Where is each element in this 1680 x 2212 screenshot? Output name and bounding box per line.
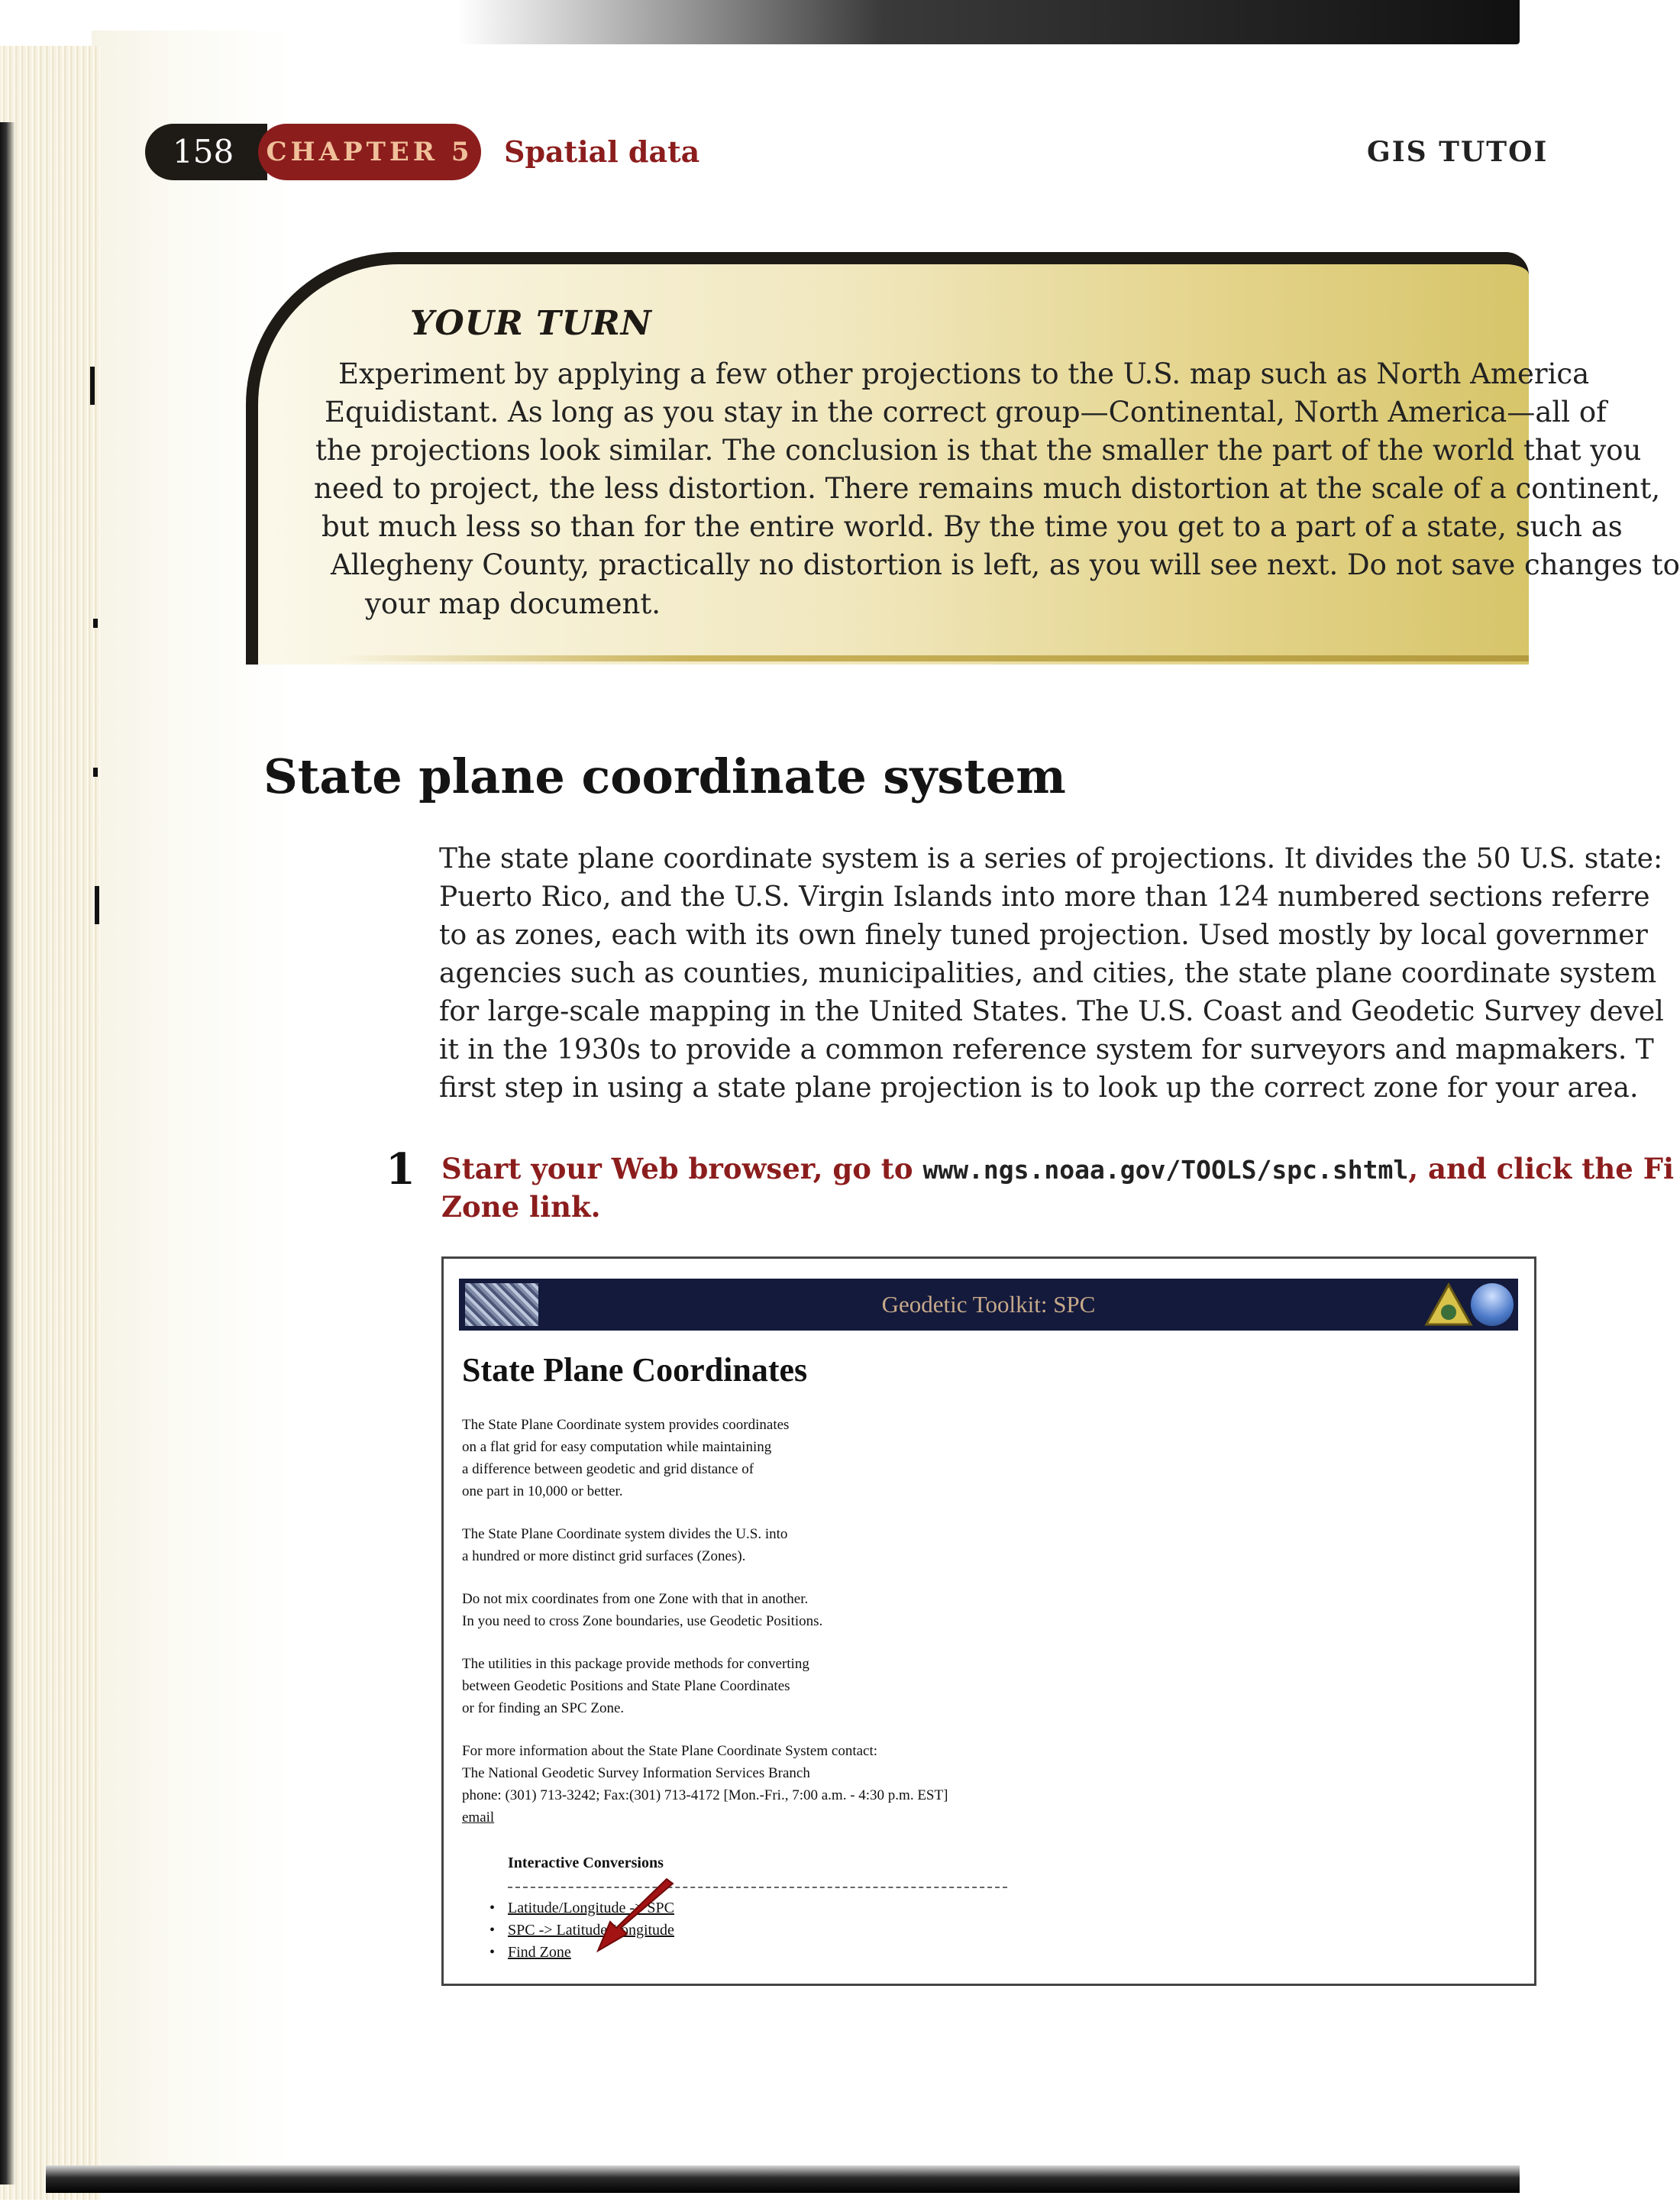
spc-paragraph-line: The State Plane Coordinate system divides the U.S. into <box>462 1526 788 1542</box>
bullet: • <box>489 1944 496 1961</box>
body-text-line: it in the 1930s to provide a common reference system for surveyors and mapmakers. T <box>439 1034 1654 1066</box>
spc-paragraph-line: between Geodetic Positions and State Plane Coordinates <box>462 1678 790 1694</box>
edge-mark <box>93 768 98 777</box>
spc-paragraph-line: on a flat grid for easy computation while maintaining <box>462 1439 772 1455</box>
your-turn-title: YOUR TURN <box>410 304 652 343</box>
conversion-item <box>489 1941 571 1964</box>
your-turn-text-line: the projections look similar. The conclusion is that the smaller the part of the world that you <box>315 434 1642 467</box>
edge-mark <box>93 619 98 628</box>
scan-top-shadow <box>458 0 1520 44</box>
spc-to-latlon-link[interactable]: SPC -> Latitude/Longitude <box>508 1922 674 1939</box>
find-zone-link[interactable]: Find Zone <box>508 1944 571 1961</box>
section-heading: State plane coordinate system <box>263 749 1066 804</box>
latlon-to-spc-link[interactable]: Latitude/Longitude -> SPC <box>508 1900 674 1916</box>
book-spine-shadow <box>0 122 15 2185</box>
conversions-divider <box>508 1887 1007 1888</box>
spc-paragraph-line: The State Plane Coordinate system provides coordinates <box>462 1417 790 1433</box>
spc-paragraph-line: phone: (301) 713-3242; Fax:(301) 713-4172 [Mon.-Fri., 7:00 a.m. - 4:30 p.m. EST] <box>462 1787 948 1803</box>
body-text-line: to as zones, each with its own finely tuned projection. Used mostly by local governmer <box>439 920 1648 951</box>
spc-paragraph-line: a hundred or more distinct grid surfaces (Zones). <box>462 1548 746 1564</box>
noaa-logo-icon <box>1471 1283 1514 1326</box>
your-turn-text-line: your map document. <box>365 587 661 620</box>
spc-paragraph-line: In you need to cross Zone boundaries, use Geodetic Positions. <box>462 1613 823 1629</box>
ngs-triangle-icon <box>1425 1283 1472 1326</box>
bullet: • <box>489 1900 496 1916</box>
step-instruction-line: Zone link. <box>441 1190 601 1224</box>
edge-mark <box>95 886 99 924</box>
edge-mark <box>90 367 95 405</box>
body-text-line: for large-scale mapping in the United States. The U.S. Coast and Geodetic Survey devel <box>439 996 1664 1027</box>
spc-paragraph-line: or for finding an SPC Zone. <box>462 1700 625 1716</box>
toolkit-banner-title: Geodetic Toolkit: SPC <box>881 1291 1096 1318</box>
your-turn-text-line: Equidistant. As long as you stay in the correct group—Continental, North America—all of <box>325 396 1607 428</box>
red-pointer-arrow-icon <box>587 1877 679 1954</box>
your-turn-text-line: Allegheny County, practically no distortion is left, as you will see next. Do not save changes to <box>331 548 1680 581</box>
spc-paragraph-line: Do not mix coordinates from one Zone with that in another. <box>462 1591 809 1607</box>
step-number: 1 <box>386 1144 415 1195</box>
your-turn-text-line: but much less so than for the entire world. By the time you get to a part of a state, such as <box>321 510 1623 543</box>
spc-paragraph-line: For more information about the State Plane Coordinate System contact: <box>462 1743 878 1759</box>
page-number: 158 <box>145 124 267 180</box>
body-text-line: agencies such as counties, municipalities, and cities, the state plane coordinate system <box>439 958 1657 989</box>
your-turn-text-line: need to project, the less distortion. There remains much distortion at the scale of a continent, <box>314 472 1661 505</box>
step-instruction-line <box>441 1150 1674 1189</box>
chapter-section-title: Spatial data <box>504 134 700 169</box>
body-text-line: The state plane coordinate system is a series of projections. It divides the 50 U.S. state: <box>439 843 1663 875</box>
interactive-conversions-title: Interactive Conversions <box>508 1855 664 1871</box>
spc-paragraph-line: The utilities in this package provide methods for converting <box>462 1656 809 1672</box>
toolkit-banner <box>459 1279 1518 1331</box>
body-text-line: Puerto Rico, and the U.S. Virgin Islands into more than 124 numbered sections referre <box>439 881 1650 913</box>
bullet: • <box>489 1922 496 1939</box>
spc-paragraph-line: one part in 10,000 or better. <box>462 1483 623 1499</box>
step-url: www.ngs.noaa.gov/TOOLS/spc.shtml <box>922 1155 1409 1185</box>
spc-paragraph-line: The National Geodetic Survey Information Services Branch <box>462 1765 810 1781</box>
chapter-label: CHAPTER 5 <box>258 124 481 180</box>
spc-page-title: State Plane Coordinates <box>462 1351 808 1389</box>
browser-screenshot-figure <box>441 1256 1536 1986</box>
email-link[interactable]: email <box>462 1809 495 1826</box>
step-text: Start your Web browser, go to <box>441 1152 923 1185</box>
your-turn-text-line: Experiment by applying a few other projections to the U.S. map such as North America <box>338 357 1590 390</box>
step-text: , and click the Fi <box>1408 1152 1675 1185</box>
your-turn-box-bottom-edge <box>336 655 1529 661</box>
body-text-line: first step in using a state plane projection is to look up the correct zone for your area. <box>439 1072 1639 1104</box>
spc-paragraph-line: a difference between geodetic and grid distance of <box>462 1461 754 1477</box>
scan-bottom-edge <box>46 2165 1520 2193</box>
running-book-title: GIS TUTOI <box>1367 136 1549 168</box>
